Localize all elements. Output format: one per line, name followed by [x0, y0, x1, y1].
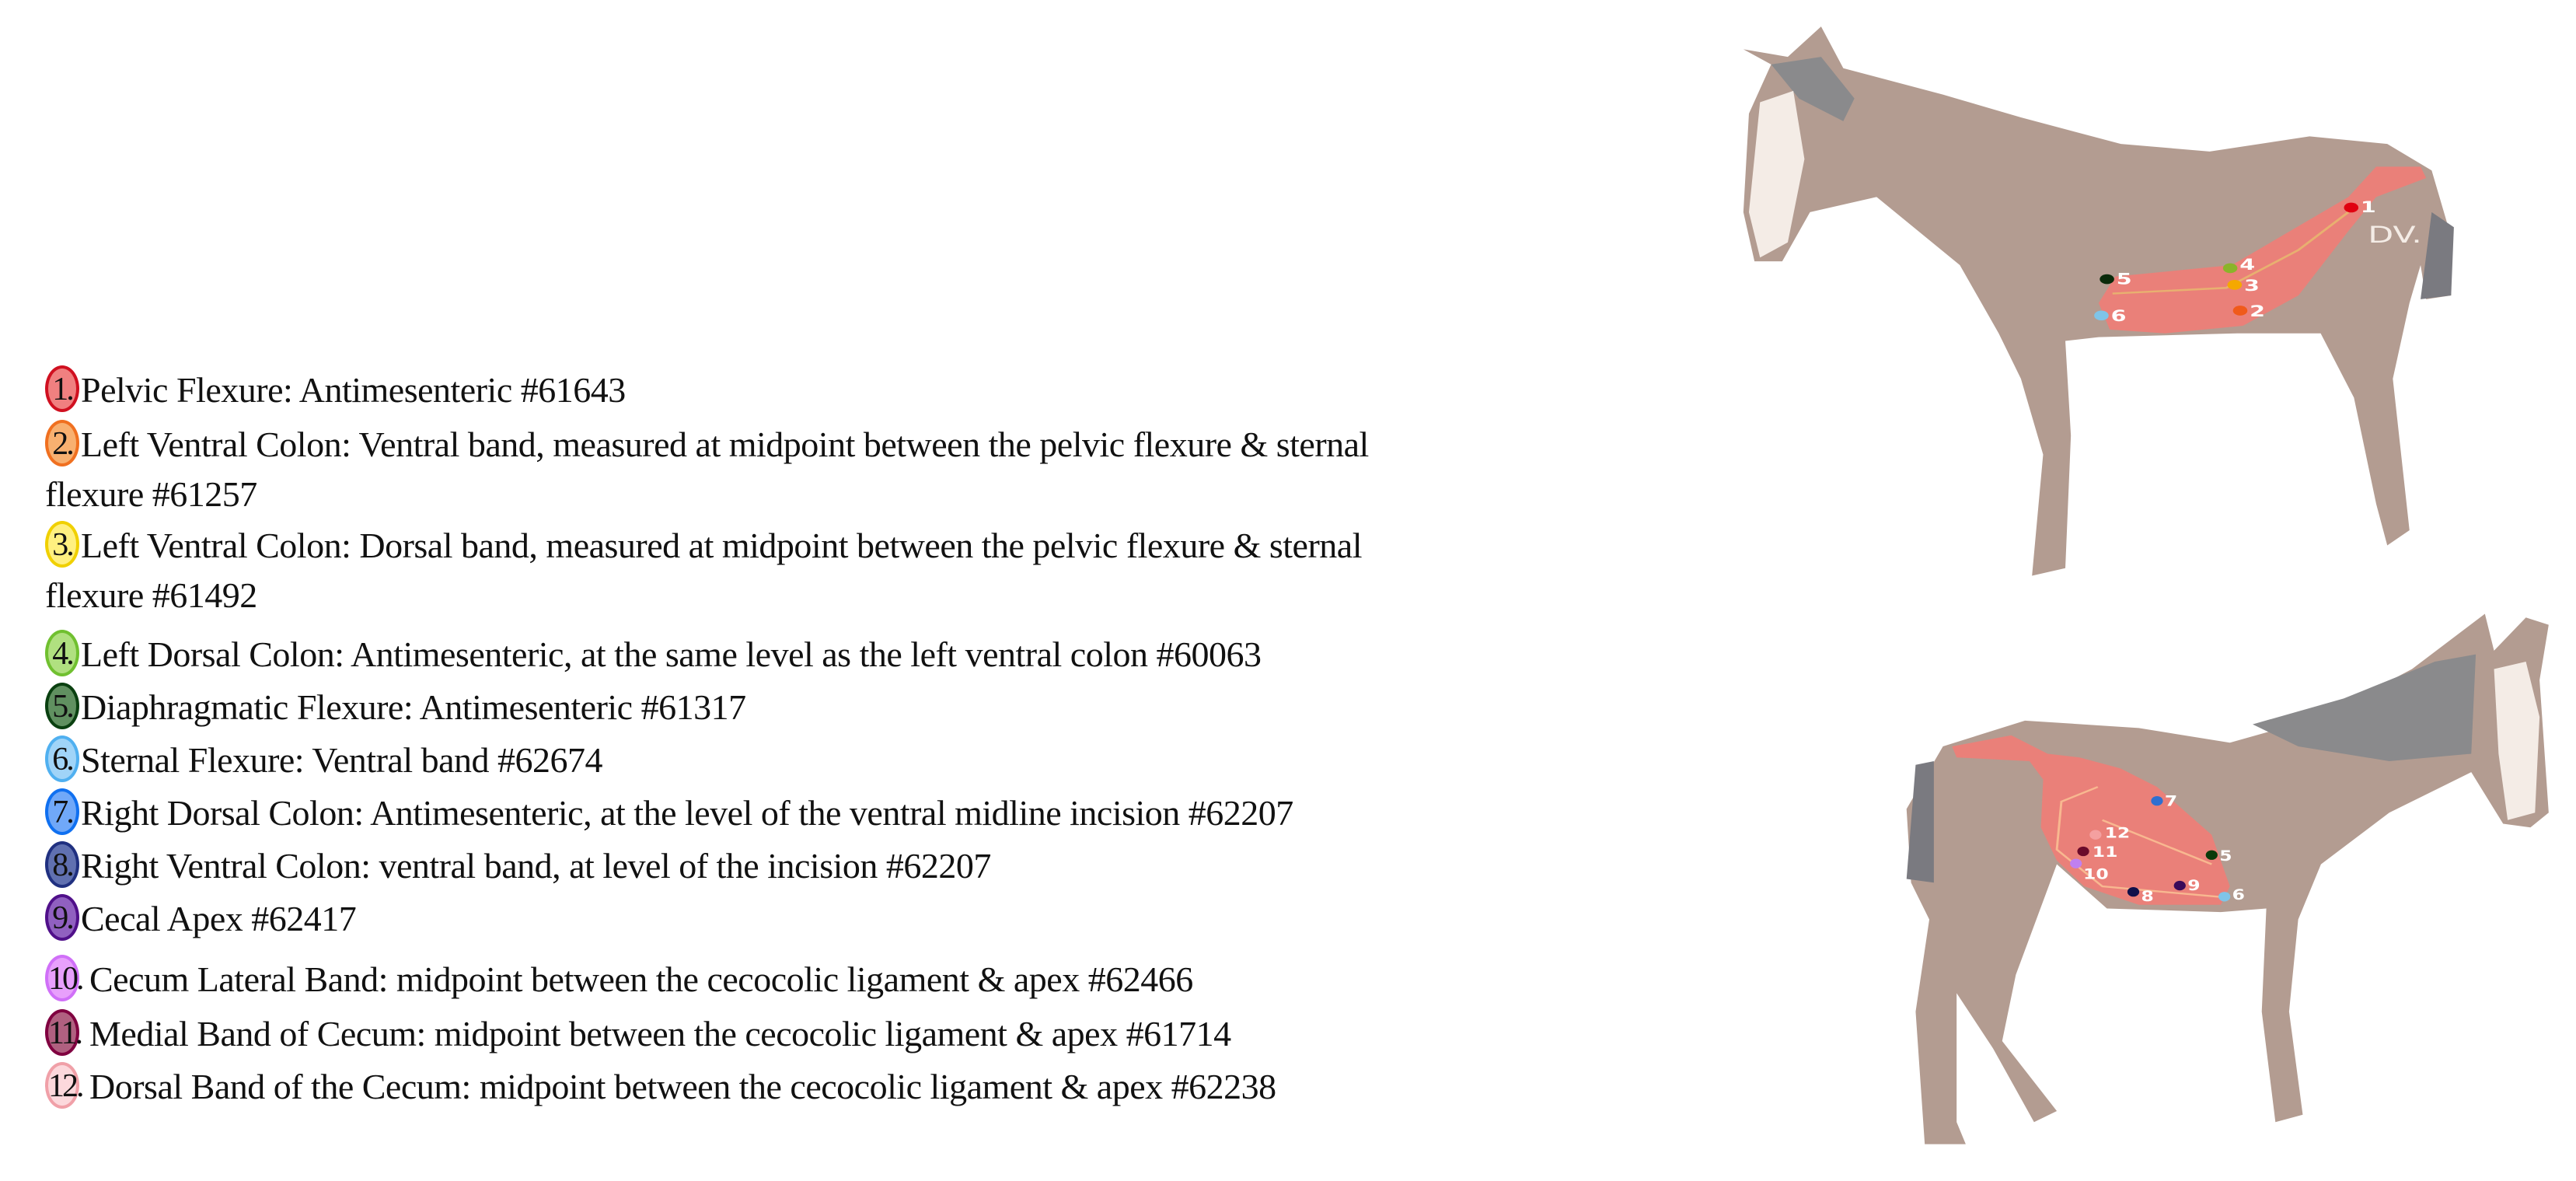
legend-number-badge: 6.: [45, 736, 79, 782]
legend-item-text: Dorsal Band of the Cecum: midpoint between the cecocolic ligament & apex #62238: [81, 1067, 1276, 1106]
site-marker-label: 7: [2164, 792, 2178, 811]
site-marker-dot: [2151, 796, 2162, 805]
legend-number-badge: 5.: [45, 683, 79, 729]
site-marker-dot: [2218, 892, 2230, 901]
site-marker-dot: [2344, 203, 2359, 213]
legend-number-badge: 3.: [45, 521, 79, 568]
legend-number-badge: 9.: [45, 894, 79, 941]
site-marker-label: 3: [2243, 276, 2260, 295]
site-marker-label: 5: [2116, 270, 2132, 288]
site-marker-label: 12: [2104, 824, 2131, 842]
horse-right-lateral-view: [1866, 606, 2576, 1181]
legend-item: [45, 683, 746, 732]
site-marker-dot: [2206, 851, 2218, 860]
legend-item-text: Left Ventral Colon: Ventral band, measured at midpoint between the pelvic flexure & sternal: [81, 425, 1369, 464]
legend-number-badge: 2.: [45, 420, 79, 466]
site-marker-label: 6: [2232, 886, 2245, 904]
site-marker-label: 6: [2110, 306, 2127, 325]
legend-item-text-continued: flexure #61492: [45, 575, 257, 615]
horse-body: [1744, 26, 2451, 575]
legend-number-badge: 11.: [45, 1009, 79, 1056]
site-marker-dot: [2223, 264, 2238, 274]
site-marker-dot: [2077, 847, 2089, 856]
legend-item-text: Sternal Flexure: Ventral band #62674: [81, 740, 603, 780]
site-marker-dot: [2228, 280, 2243, 290]
legend-item-text: Cecum Lateral Band: midpoint between the cecocolic ligament & apex #62466: [81, 959, 1193, 999]
site-marker-dot: [2100, 274, 2114, 285]
legend-number-badge: 10.: [45, 955, 79, 1001]
site-marker-dot: [2089, 830, 2101, 840]
site-marker-dot: [2174, 881, 2186, 890]
legend-item: [45, 841, 991, 891]
body-marking-text: DV.: [2368, 221, 2422, 248]
legend-item: [45, 1009, 1231, 1059]
site-marker-label: 10: [2083, 865, 2109, 883]
legend-number-badge: 1.: [45, 365, 79, 412]
site-marker-label: 11: [2092, 844, 2118, 861]
site-marker-label: 8: [2141, 888, 2154, 906]
legend-number-badge: 4.: [45, 630, 79, 676]
legend-item: [45, 736, 602, 785]
legend-item: [45, 955, 1193, 1005]
legend-item-text: Pelvic Flexure: Antimesenteric #61643: [81, 370, 626, 410]
site-marker-dot: [2233, 306, 2248, 316]
legend-item-text-continued: flexure #61257: [45, 474, 257, 514]
legend-item: [45, 1062, 1276, 1112]
site-marker-label: 5: [2219, 847, 2232, 865]
legend-item-text: Medial Band of Cecum: midpoint between the cecocolic ligament & apex #61714: [81, 1014, 1231, 1053]
legend-item: [45, 420, 1369, 519]
site-marker-dot: [2094, 310, 2109, 320]
horse-left-lateral-view: [1710, 0, 2576, 591]
site-marker-dot: [2127, 887, 2139, 896]
legend-number-badge: 7.: [45, 788, 79, 835]
legend-item-text: Right Dorsal Colon: Antimesenteric, at the level of the ventral midline incision #62207: [81, 793, 1293, 833]
legend-item-text: Cecal Apex #62417: [81, 899, 357, 938]
legend-number-badge: 12.: [45, 1062, 79, 1109]
legend-item-text: Right Ventral Colon: ventral band, at level of the incision #62207: [81, 846, 991, 886]
site-marker-label: 2: [2250, 302, 2265, 320]
legend-item: [45, 630, 1262, 680]
legend-item: [45, 894, 356, 944]
legend-item-text: Left Dorsal Colon: Antimesenteric, at the same level as the left ventral colon #60063: [81, 634, 1262, 674]
site-marker-label: 9: [2187, 876, 2201, 895]
site-marker-dot: [2070, 858, 2082, 868]
legend-item: [45, 365, 626, 415]
site-marker-label: 4: [2239, 255, 2256, 274]
legend-item: [45, 521, 1362, 620]
legend-item-text: Diaphragmatic Flexure: Antimesenteric #61317: [81, 687, 746, 727]
legend-item: [45, 788, 1293, 838]
legend-item-text: Left Ventral Colon: Dorsal band, measured at midpoint between the pelvic flexure & sternal: [81, 526, 1362, 565]
site-marker-label: 1: [2360, 197, 2376, 216]
legend-number-badge: 8.: [45, 841, 79, 888]
